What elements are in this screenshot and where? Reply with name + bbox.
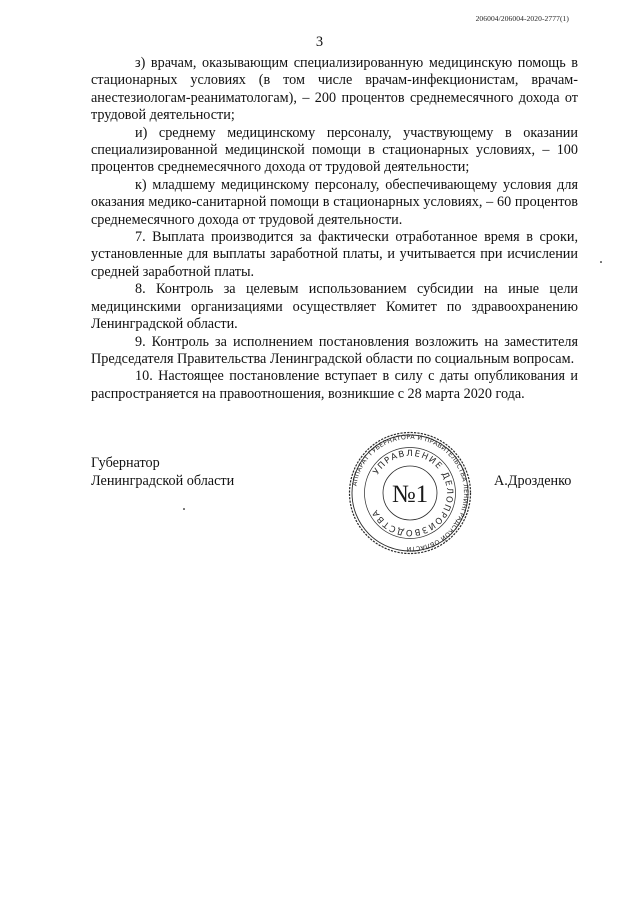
paragraph-i: и) среднему медицинскому персоналу, участвующему в оказании специализированной медицинской помощи в стационарных условиях, – 100 процентов среднемесячного дохода от трудовой деятельности; <box>91 124 578 176</box>
seal-number: №1 <box>391 481 429 508</box>
page-number: 3 <box>315 34 324 50</box>
seal-graphic <box>348 431 472 555</box>
signatory-region: Ленинградской области <box>91 473 235 489</box>
signatory-name: А.Дрозденко <box>494 473 572 489</box>
seal-inner-text: УПРАВЛЕНИЕ ДЕЛОПРОИЗВОДСТВА <box>370 448 455 538</box>
document-body <box>91 55 578 403</box>
paragraph-8: 8. Контроль за целевым использованием субсидии на иные цели медицинскими организациями осуществляет Комитет по здравоохранению Ленинградской области. <box>91 281 578 333</box>
paragraph-k: к) младшему медицинскому персоналу, обеспечивающему условия для оказания медико-санитарной помощи в стационарных условиях, – 60 процентов среднемесячного дохода от трудовой деятельности. <box>91 176 578 228</box>
paragraph-7: 7. Выплата производится за фактически отработанное время в сроки, установленные для выплаты заработной платы, и учитывается при исчислении средней заработной платы. <box>91 229 578 280</box>
document-id: 206004/206004-2020-2777(1) <box>475 14 569 23</box>
seal-outer-text: АППАРАТ ГУБЕРНАТОРА И ПРАВИТЕЛЬСТВА ЛЕНИНГРАДСКОЙ ОБЛАСТИ <box>350 432 471 554</box>
signatory-position <box>91 454 234 490</box>
paragraph-9: 9. Контроль за исполнением постановления возложить на заместителя Председателя Правительства Ленинградской области по социальным вопросам. <box>91 333 578 367</box>
official-seal <box>348 431 472 555</box>
paragraph-10: 10. Настоящее постановление вступает в силу с даты опубликования и распространяется на правоотношения, возникшие с 28 марта 2020 года. <box>91 368 578 402</box>
paragraph-z: з) врачам, оказывающим специализированную медицинскую помощь в стационарных условиях (в том числе врачам-инфекционистам, врачам-анестезиологам-реаниматологам), – 200 процентов среднемесячного дохода от трудовой деятельности; <box>91 55 578 124</box>
scan-speck <box>600 261 602 263</box>
signatory-title: Губернатор <box>91 455 160 471</box>
scan-speck <box>183 508 185 510</box>
